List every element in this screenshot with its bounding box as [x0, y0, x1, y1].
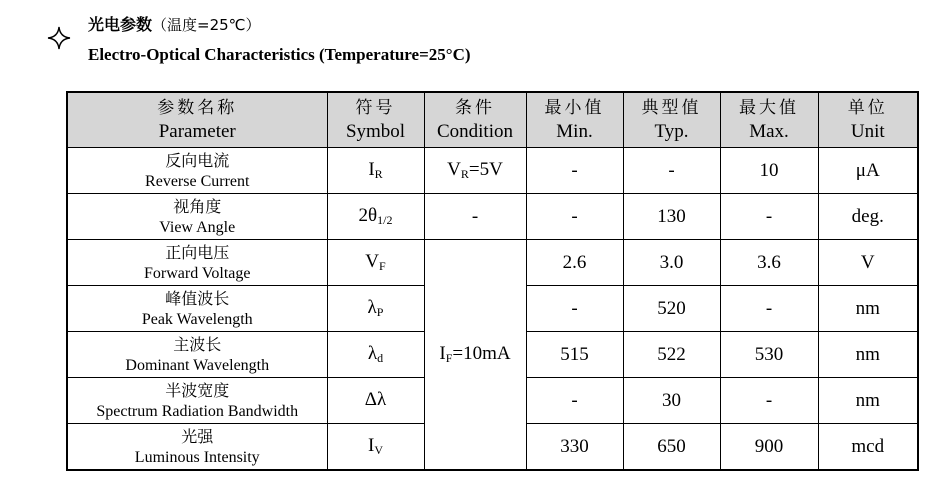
typ-cell: 520 — [623, 286, 720, 332]
symbol-cell: Δλ — [327, 378, 424, 424]
unit-cell: V — [818, 240, 918, 286]
min-cell: 2.6 — [526, 240, 623, 286]
param-cell: 视角度 View Angle — [67, 194, 327, 240]
max-cell: 10 — [720, 148, 818, 194]
table-row — [67, 194, 918, 240]
symbol-cell: $2\theta_{1/2}$ — [327, 194, 424, 240]
typ-cell: 30 — [623, 378, 720, 424]
electro-optical-table — [66, 91, 919, 471]
header-min: 最小值 Min. — [526, 92, 623, 148]
min-cell: - — [526, 286, 623, 332]
max-cell: 3.6 — [720, 240, 818, 286]
param-cell: 半波宽度 Spectrum Radiation Bandwidth — [67, 378, 327, 424]
symbol-cell: $I_R$ — [327, 148, 424, 194]
shared-condition-cell: $I_F=10mA$ — [424, 240, 526, 471]
min-cell: 330 — [526, 424, 623, 471]
header-max: 最大值 Max. — [720, 92, 818, 148]
max-cell: 900 — [720, 424, 818, 471]
min-cell: - — [526, 148, 623, 194]
symbol-cell: $\lambda_P$ — [327, 286, 424, 332]
symbol-cell: $V_F$ — [327, 240, 424, 286]
section-title-cn: 光电参数（温度=25℃） — [88, 15, 261, 34]
max-cell: - — [720, 378, 818, 424]
section-title-en: Electro-Optical Characteristics (Temperature=25°C) — [88, 45, 471, 64]
typ-cell: 522 — [623, 332, 720, 378]
header-parameter: 参数名称 Parameter — [67, 92, 327, 148]
unit-cell: nm — [818, 286, 918, 332]
header-condition: 条件 Condition — [424, 92, 526, 148]
table-header-row — [67, 92, 918, 148]
min-cell: - — [526, 378, 623, 424]
typ-cell: - — [623, 148, 720, 194]
header-typ: 典型值 Typ. — [623, 92, 720, 148]
param-cell: 主波长 Dominant Wavelength — [67, 332, 327, 378]
unit-cell: nm — [818, 378, 918, 424]
param-cell: 反向电流 Reverse Current — [67, 148, 327, 194]
max-cell: - — [720, 286, 818, 332]
min-cell: - — [526, 194, 623, 240]
typ-cell: 650 — [623, 424, 720, 471]
unit-cell: μA — [818, 148, 918, 194]
typ-cell: 130 — [623, 194, 720, 240]
header-unit: 单位 Unit — [818, 92, 918, 148]
param-cell: 峰值波长 Peak Wavelength — [67, 286, 327, 332]
condition-cell: $V_R=5V$ — [424, 148, 526, 194]
max-cell: 530 — [720, 332, 818, 378]
table-row — [67, 240, 918, 286]
symbol-cell: $I_V$ — [327, 424, 424, 471]
condition-cell: - — [424, 194, 526, 240]
unit-cell: deg. — [818, 194, 918, 240]
max-cell: - — [720, 194, 818, 240]
typ-cell: 3.0 — [623, 240, 720, 286]
param-cell: 光强 Luminous Intensity — [67, 424, 327, 471]
param-cell: 正向电压 Forward Voltage — [67, 240, 327, 286]
table-row — [67, 148, 918, 194]
min-cell: 515 — [526, 332, 623, 378]
unit-cell: mcd — [818, 424, 918, 471]
header-symbol: 符号 Symbol — [327, 92, 424, 148]
four-point-star-icon — [46, 25, 72, 51]
symbol-cell: $\lambda_d$ — [327, 332, 424, 378]
unit-cell: nm — [818, 332, 918, 378]
